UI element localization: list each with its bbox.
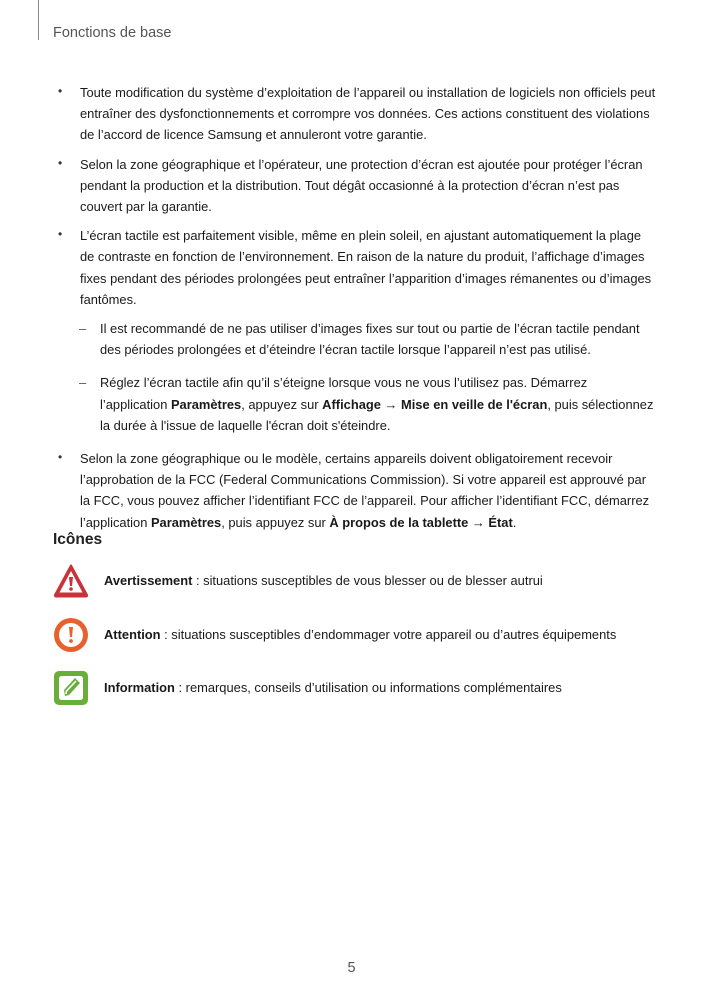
section-title: Icônes: [53, 531, 103, 548]
text-run: , puis sélectionnez la durée à l'issue de laquelle l'écran doit s'éteindre.: [100, 396, 654, 433]
icon-label: Attention: [104, 627, 161, 642]
icon-desc: : remarques, conseils d’utilisation ou informations complémentaires: [174, 680, 562, 695]
icon-description: [104, 627, 616, 643]
header-rule: [38, 0, 39, 40]
status-label: État: [488, 514, 513, 530]
settings-label: Paramètres: [150, 514, 222, 530]
sub-dash: –: [79, 321, 87, 337]
page-number: 5: [347, 960, 356, 976]
arrow-glyph: →: [380, 396, 401, 412]
sub-text: [100, 375, 653, 432]
bullet-dot: •: [58, 227, 63, 242]
warning-triangle-icon: [53, 563, 89, 599]
bullet-item: [58, 225, 658, 310]
icon-label: Avertissement: [104, 573, 193, 588]
bullet-dot: •: [58, 450, 63, 465]
icon-label: Information: [104, 680, 175, 695]
screen-timeout-label: Mise en veille de l'écran: [400, 396, 548, 412]
bullet-text: [80, 451, 649, 530]
bullet-dot: •: [58, 155, 63, 170]
text-run: , appuyez sur: [241, 396, 323, 412]
icon-row-warning: [53, 563, 683, 599]
caution-circle-icon: [53, 617, 89, 653]
bullet-text: Toute modification du système d’exploitation de l’appareil ou installation de logiciels non officiels peut entraîner des dysfonctionnements et corrompre vos données. Ces actions constituent des violations de l’accord de licence Samsung et annuleront votre garantie.: [80, 85, 656, 143]
sub-dash: –: [79, 375, 87, 391]
content: [58, 82, 658, 541]
bullet-item: [58, 448, 658, 533]
text-run: .: [512, 514, 517, 530]
sub-item: [58, 372, 658, 436]
icon-row-caution: [53, 617, 683, 653]
sub-text: Il est recommandé de ne pas utiliser d’images fixes sur tout ou partie de l’écran tactile pendant des périodes prolongées et d’éteindre l’écran tactile lorsque l’appareil n’est pas utilisé.: [100, 321, 640, 358]
icon-row-information: [53, 670, 683, 706]
icon-desc: : situations susceptibles d’endommager votre appareil ou d’autres équipements: [160, 627, 617, 642]
bullet-dot: •: [58, 84, 63, 98]
about-tablet-label: À propos de la tablette: [329, 514, 469, 530]
icon-description: [104, 573, 543, 589]
text-run: , puis appuyez sur: [221, 514, 330, 530]
settings-label: Paramètres: [170, 396, 242, 412]
icon-description: [104, 680, 562, 696]
bullet-text: Selon la zone géographique et l’opérateur, une protection d’écran est ajoutée pour protéger l’écran pendant la production et la distribution. Tout dégât occasionné à la protection d’écran n’est pas couvert par la garantie.: [80, 156, 643, 215]
header-title: Fonctions de base: [53, 25, 172, 41]
icon-desc: : situations susceptibles de vous blesser ou de blesser autrui: [192, 573, 543, 588]
bullet-item: [58, 154, 658, 218]
note-pencil-icon: [53, 670, 89, 706]
sub-item: [58, 318, 658, 360]
bullet-text: L’écran tactile est parfaitement visible, même en plein soleil, en ajustant automatiquement la plage de contraste en fonction de l’environnement. En raison de la nature du produit, l’affichage d’images fixes pendant des périodes prolongées peut entraîner l’apparition d’images rémanentes ou d’images fantômes.: [80, 228, 652, 307]
text-run: Selon la zone géographique ou le modèle, certains appareils doivent obligatoirement recevoir l’approbation de la FCC (Federal Communications Commission). Si votre appareil est approuvé par la FCC, vous pouvez afficher l’identifiant FCC de l’appareil. Pour afficher l’identifiant FCC, démarrez l’application: [80, 451, 650, 530]
bullet-item: [58, 82, 658, 146]
arrow-glyph: →: [468, 514, 489, 530]
display-label: Affichage: [322, 396, 381, 412]
text-run: Réglez l’écran tactile afin qu’il s’éteigne lorsque vous ne vous l’utilisez pas. Démarrez l’application: [100, 375, 588, 412]
